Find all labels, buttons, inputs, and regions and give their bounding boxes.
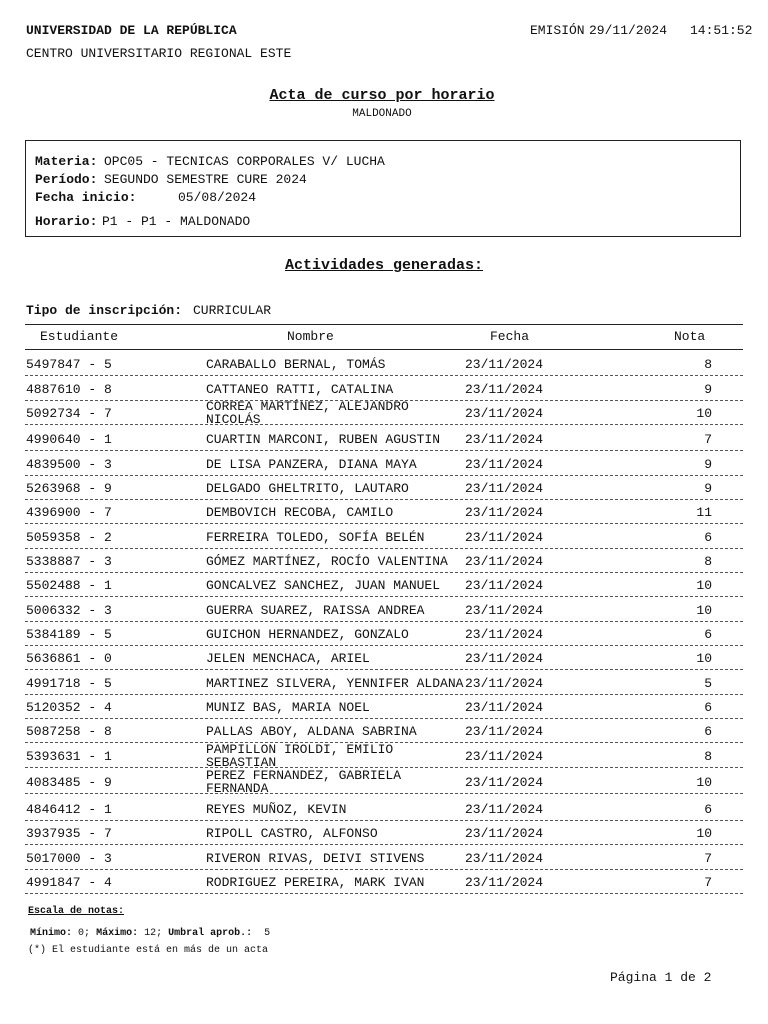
student-name: PALLAS ABOY, ALDANA SABRINA: [206, 724, 417, 739]
student-id: 5497847 - 5: [26, 357, 112, 372]
student-name: RIVERON RIVAS, DEIVI STIVENS: [206, 851, 425, 866]
table-row: [0, 845, 768, 869]
activity-date: 23/11/2024: [465, 457, 544, 472]
grade-value: 10: [696, 651, 712, 666]
student-name: PEREZ FERNANDEZ, GABRIELA FERNANDA: [206, 768, 402, 796]
activity-date: 23/11/2024: [465, 875, 544, 890]
table-row: [0, 597, 768, 621]
max-label: Máximo:: [96, 928, 139, 939]
student-id: 4839500 - 3: [26, 457, 112, 472]
horario-value: P1 - P1 - MALDONADO: [102, 214, 251, 229]
activity-date: 23/11/2024: [465, 775, 544, 790]
grade-value: 8: [704, 749, 712, 764]
grade-value: 7: [704, 875, 712, 890]
row-divider: [25, 424, 743, 425]
student-id: 5636861 - 0: [26, 651, 112, 666]
grade-value: 6: [704, 724, 712, 739]
student-id: 4887610 - 8: [26, 382, 112, 397]
table-row: [0, 768, 768, 796]
student-id: 5059358 - 2: [26, 530, 112, 545]
table-row: [0, 351, 768, 375]
student-id: 5338887 - 3: [26, 554, 112, 569]
grade-value: 9: [704, 481, 712, 496]
activity-date: 23/11/2024: [465, 578, 544, 593]
table-header-rule: [25, 349, 743, 350]
activity-date: 23/11/2024: [465, 530, 544, 545]
student-id: 4991847 - 4: [26, 875, 112, 890]
table-row: [0, 621, 768, 645]
row-divider: [25, 893, 743, 894]
grade-value: 6: [704, 530, 712, 545]
student-id: 4396900 - 7: [26, 505, 112, 520]
activity-date: 23/11/2024: [465, 851, 544, 866]
student-id: 4990640 - 1: [26, 432, 112, 447]
student-id: 5087258 - 8: [26, 724, 112, 739]
fecha-inicio-label: Fecha inicio:: [35, 190, 137, 205]
student-id: 5006332 - 3: [26, 603, 112, 618]
activity-date: 23/11/2024: [465, 382, 544, 397]
student-id: 5092734 - 7: [26, 406, 112, 421]
student-name: GONCALVEZ SANCHEZ, JUAN MANUEL: [206, 578, 441, 593]
grade-value: 10: [696, 826, 712, 841]
col-header-nota: Nota: [674, 329, 706, 344]
grade-value: 6: [704, 627, 712, 642]
grade-value: 10: [696, 603, 712, 618]
horario-label: Horario:: [35, 214, 98, 229]
document-subtitle: MALDONADO: [352, 108, 412, 120]
student-id: 4991718 - 5: [26, 676, 112, 691]
activity-date: 23/11/2024: [465, 406, 544, 421]
student-id: 5017000 - 3: [26, 851, 112, 866]
table-row: [0, 376, 768, 400]
university-name: UNIVERSIDAD DE LA REPÚBLICA: [26, 23, 237, 38]
student-name: RIPOLL CASTRO, ALFONSO: [206, 826, 378, 841]
grade-value: 6: [704, 802, 712, 817]
student-name: CUARTIN MARCONI, RUBEN AGUSTIN: [206, 432, 441, 447]
periodo-label: Período:: [35, 172, 98, 187]
table-row: [0, 820, 768, 844]
student-id: 5502488 - 1: [26, 578, 112, 593]
student-id: 5384189 - 5: [26, 627, 112, 642]
activity-date: 23/11/2024: [465, 802, 544, 817]
student-name: RODRIGUEZ PEREIRA, MARK IVAN: [206, 875, 425, 890]
student-id: 5263968 - 9: [26, 481, 112, 496]
grade-value: 10: [696, 406, 712, 421]
student-name: DEMBOVICH RECOBA, CAMILO: [206, 505, 394, 520]
student-id: 4846412 - 1: [26, 802, 112, 817]
grade-value: 8: [704, 554, 712, 569]
student-name: PAMPILLON IROLDI, EMILIO SEBASTIAN: [206, 742, 394, 770]
activity-date: 23/11/2024: [465, 749, 544, 764]
activity-date: 23/11/2024: [465, 651, 544, 666]
materia-label: Materia:: [35, 154, 98, 169]
document-title: Acta de curso por horario: [269, 87, 495, 104]
activity-date: 23/11/2024: [465, 554, 544, 569]
min-value: 0;: [78, 928, 91, 939]
table-row: [0, 742, 768, 770]
periodo-value: SEGUNDO SEMESTRE CURE 2024: [104, 172, 307, 187]
table-row: [0, 499, 768, 523]
activity-date: 23/11/2024: [465, 826, 544, 841]
table-row: [0, 796, 768, 820]
col-header-estudiante: Estudiante: [40, 329, 119, 344]
materia-value: OPC05 - TECNICAS CORPORALES V/ LUCHA: [104, 154, 385, 169]
grade-value: 8: [704, 357, 712, 372]
max-value: 12;: [144, 928, 163, 939]
student-name: MARTINEZ SILVERA, YENNIFER ALDANA: [206, 676, 464, 691]
grade-value: 7: [704, 851, 712, 866]
inscription-label: Tipo de inscripción:: [26, 303, 183, 318]
table-row: [0, 572, 768, 596]
grade-value: 10: [696, 775, 712, 790]
student-name: GUERRA SUAREZ, RAISSA ANDREA: [206, 603, 425, 618]
table-row: [0, 645, 768, 669]
activity-date: 23/11/2024: [465, 481, 544, 496]
student-name: REYES MUÑOZ, KEVIN: [206, 802, 347, 817]
col-header-fecha: Fecha: [490, 329, 530, 344]
student-id: 5393631 - 1: [26, 749, 112, 764]
umbral-value: 5: [264, 928, 271, 939]
grade-value: 11: [696, 505, 712, 520]
student-name: CARABALLO BERNAL, TOMÁS: [206, 357, 386, 372]
activity-date: 23/11/2024: [465, 357, 544, 372]
student-id: 3937935 - 7: [26, 826, 112, 841]
table-row: [0, 694, 768, 718]
activity-date: 23/11/2024: [465, 724, 544, 739]
min-label: Mínimo:: [30, 928, 73, 939]
grade-value: 10: [696, 578, 712, 593]
table-row: [0, 451, 768, 475]
center-name: CENTRO UNIVERSITARIO REGIONAL ESTE: [26, 46, 292, 61]
student-name: DE LISA PANZERA, DIANA MAYA: [206, 457, 417, 472]
student-name: CATTANEO RATTI, CATALINA: [206, 382, 394, 397]
fecha-inicio-value: 05/08/2024: [178, 190, 257, 205]
activity-date: 23/11/2024: [465, 627, 544, 642]
student-id: 4083485 - 9: [26, 775, 112, 790]
inscription-value: CURRICULAR: [193, 303, 272, 318]
table-top-rule: [25, 324, 743, 325]
page-number: Página 1 de 2: [610, 970, 712, 985]
table-row: [0, 869, 768, 893]
student-name: GUICHON HERNANDEZ, GONZALO: [206, 627, 409, 642]
col-header-nombre: Nombre: [287, 329, 334, 344]
table-row: [0, 670, 768, 694]
emission-label: EMISIÓN: [530, 23, 585, 38]
table-row: [0, 718, 768, 742]
student-name: MUNIZ BAS, MARIA NOEL: [206, 700, 370, 715]
table-row: [0, 548, 768, 572]
umbral-label: Umbral aprob.:: [168, 928, 253, 939]
table-row: [0, 524, 768, 548]
student-name: JELEN MENCHACA, ARIEL: [206, 651, 370, 666]
emission-date: 29/11/2024: [589, 23, 668, 38]
student-name: DELGADO GHELTRITO, LAUTARO: [206, 481, 409, 496]
grade-value: 6: [704, 700, 712, 715]
activity-date: 23/11/2024: [465, 700, 544, 715]
table-row: [0, 426, 768, 450]
student-id: 5120352 - 4: [26, 700, 112, 715]
row-divider: [25, 793, 743, 794]
activity-date: 23/11/2024: [465, 505, 544, 520]
student-name: CORREA MARTÍNEZ, ALEJANDRO NICOLÁS: [206, 399, 409, 427]
grade-value: 7: [704, 432, 712, 447]
grade-value: 9: [704, 382, 712, 397]
activity-date: 23/11/2024: [465, 603, 544, 618]
table-row: [0, 475, 768, 499]
scale-label: Escala de notas:: [28, 906, 125, 917]
footnote: (*) El estudiante está en más de un acta: [28, 945, 269, 956]
emission-time: 14:51:52: [690, 23, 753, 38]
activity-date: 23/11/2024: [465, 676, 544, 691]
grade-value: 5: [704, 676, 712, 691]
activities-title: Actividades generadas:: [284, 257, 484, 274]
grade-value: 9: [704, 457, 712, 472]
table-row: [0, 399, 768, 427]
student-name: FERREIRA TOLEDO, SOFÍA BELÉN: [206, 530, 425, 545]
activity-date: 23/11/2024: [465, 432, 544, 447]
scale-values: [30, 928, 270, 939]
student-name: GÓMEZ MARTÍNEZ, ROCÍO VALENTINA: [206, 554, 448, 569]
